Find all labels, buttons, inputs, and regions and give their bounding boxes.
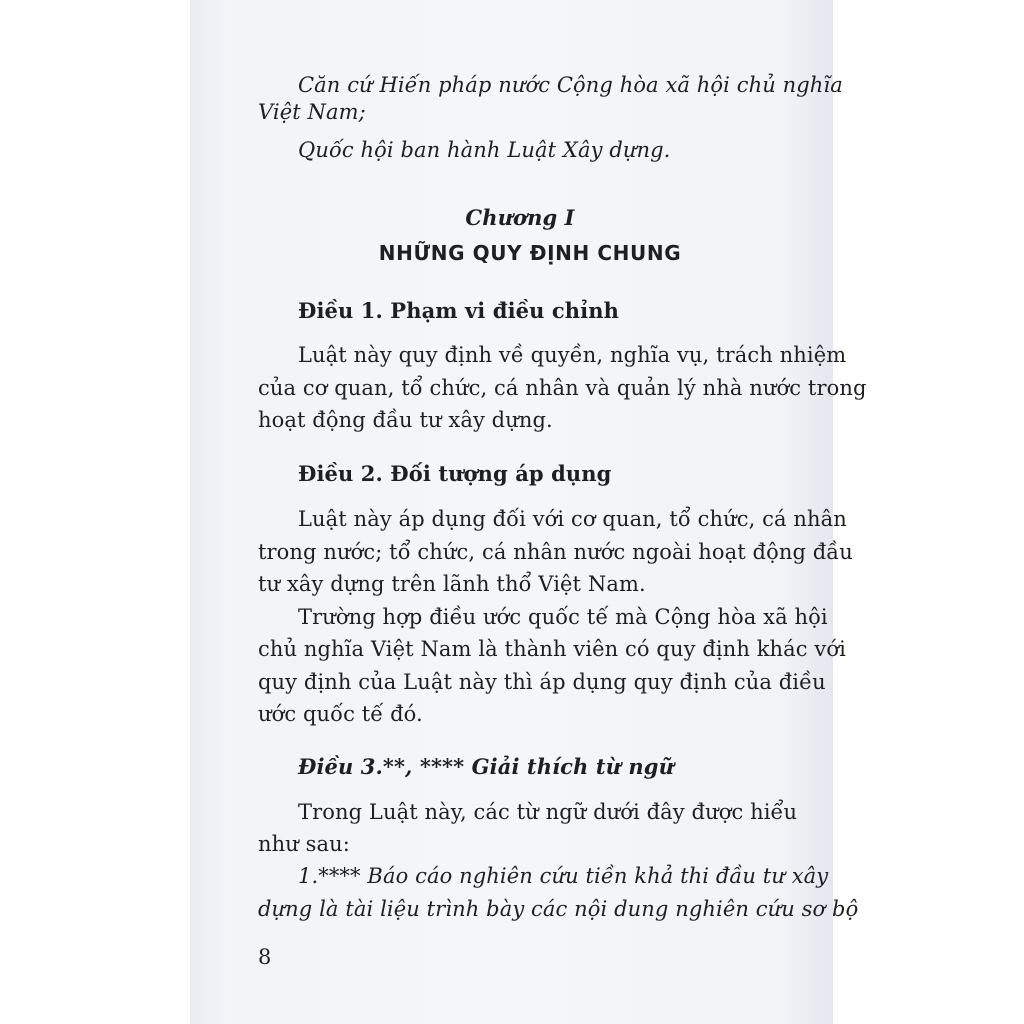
page-margin [833,0,1024,1024]
article-2-line: tư xây dựng trên lãnh thổ Việt Nam. [258,572,646,596]
article-1-line: của cơ quan, tổ chức, cá nhân và quản lý nhà nước trong [258,376,867,400]
article-1-line: hoạt động đầu tư xây dựng. [258,408,553,432]
article-2-line: Trường hợp điều ước quốc tế mà Cộng hòa xã hội [298,605,828,629]
article-3-line: như sau: [258,832,350,856]
article-1-line: Luật này quy định về quyền, nghĩa vụ, trách nhiệm [298,343,847,367]
article-3-heading: Điều 3.**, **** Giải thích từ ngữ [298,754,674,779]
preamble-line-3: Quốc hội ban hành Luật Xây dựng. [298,138,671,162]
preamble-line-1: Căn cứ Hiến pháp nước Cộng hòa xã hội chủ nghĩa [298,73,843,97]
article-3-line: 1.**** Báo cáo nghiên cứu tiền khả thi đầu tư xây [298,864,829,888]
chapter-title: NHỮNG QUY ĐỊNH CHUNG [378,241,682,265]
article-3-line: dựng là tài liệu trình bày các nội dung nghiên cứu sơ bộ [258,897,859,921]
article-1-heading: Điều 1. Phạm vi điều chỉnh [298,298,619,323]
article-2-line: quy định của Luật này thì áp dụng quy định của điều [258,670,826,694]
article-2-line: ước quốc tế đó. [258,702,423,726]
preamble-line-2: Việt Nam; [258,100,366,124]
article-3-line: Trong Luật này, các từ ngữ dưới đây được hiểu [298,800,798,824]
article-2-line: chủ nghĩa Việt Nam là thành viên có quy định khác với [258,637,846,661]
article-2-heading: Điều 2. Đối tượng áp dụng [298,461,612,486]
article-2-line: trong nước; tổ chức, cá nhân nước ngoài hoạt động đầu [258,540,853,564]
chapter-label: Chương I [465,205,575,230]
page-number: 8 [258,945,272,969]
article-2-line: Luật này áp dụng đối với cơ quan, tổ chức, cá nhân [298,507,847,531]
